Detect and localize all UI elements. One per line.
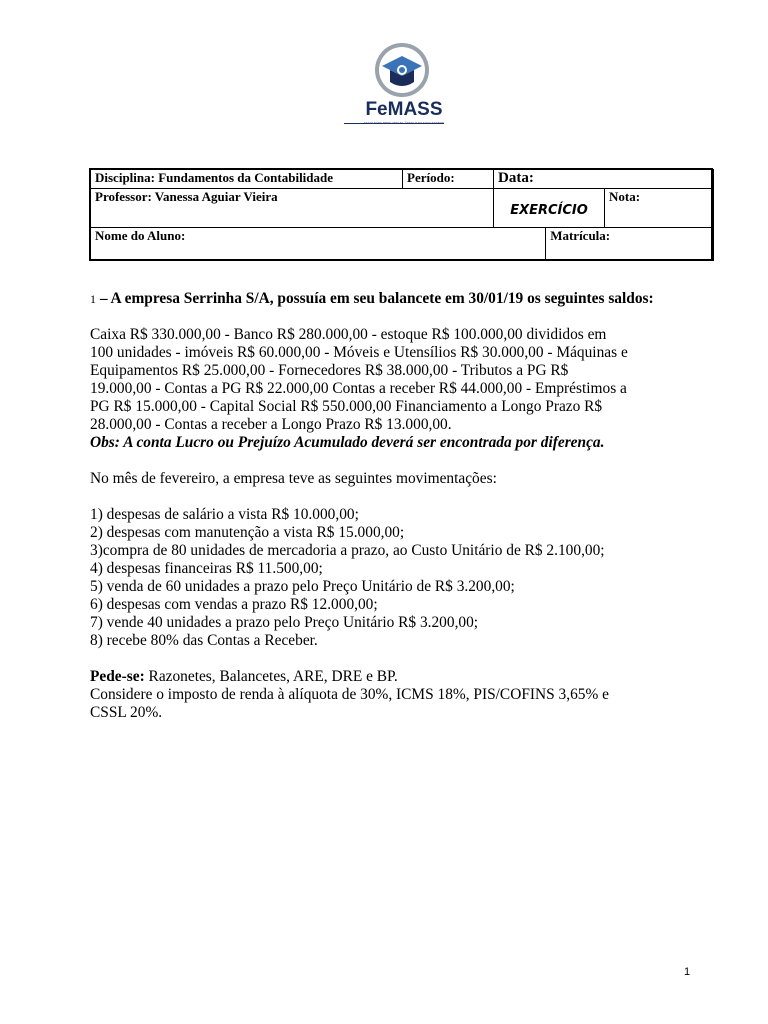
data-label: Data:: [498, 170, 534, 186]
disciplina-label: Disciplina: Fundamentos da Contabilidade: [95, 170, 334, 185]
list-item: 4) despesas financeiras R$ 11.500,00;: [90, 560, 323, 577]
matricula-cell: [546, 228, 714, 261]
page-number: 1: [684, 966, 691, 978]
balances-line: 28.000,00 - Contas a receber a Longo Prazo R$ 13.000,00.: [90, 416, 452, 433]
disciplina-cell: [91, 170, 403, 189]
pede-se-line: [90, 668, 694, 686]
nota-label: Nota:: [609, 189, 641, 204]
exercise-content: [90, 290, 694, 722]
movements-list: [90, 506, 694, 650]
list-item: 5) venda de 60 unidades a prazo pelo Preço Unitário de R$ 3.200,00;: [90, 578, 515, 595]
list-item: 7) vende 40 unidades a prazo pelo Preço Unitário R$ 3.200,00;: [90, 614, 479, 631]
exercicio-label: EXERCÍCIO: [510, 203, 588, 218]
movements-intro: No mês de fevereiro, a empresa teve as seguintes movimentações:: [90, 470, 497, 487]
logo-underline: [344, 123, 444, 124]
data-cell: [494, 170, 714, 189]
femass-emblem: [362, 40, 448, 128]
consider-line: CSSL 20%.: [90, 704, 163, 721]
question-number: 1: [90, 292, 96, 306]
header-table: [90, 169, 714, 261]
balances-line: 100 unidades - imóveis R$ 60.000,00 - Móveis e Utensílios R$ 30.000,00 - Máquinas e: [90, 344, 628, 361]
matricula-label: Matrícula:: [550, 228, 611, 243]
list-item: 8) recebe 80% das Contas a Receber.: [90, 632, 318, 649]
list-item: 6) despesas com vendas a prazo R$ 12.000,00;: [90, 596, 378, 613]
list-item: 1) despesas de salário a vista R$ 10.000,00;: [90, 506, 359, 523]
pede-se-label: Pede-se:: [90, 668, 145, 685]
nome-aluno-label: Nome do Aluno:: [95, 228, 186, 243]
question-title: [90, 290, 694, 308]
balances-paragraph: [90, 326, 694, 434]
nota-cell: [605, 189, 714, 228]
list-item: 3)compra de 80 unidades de mercadoria a prazo, ao Custo Unitário de R$ 2.100,00;: [90, 542, 605, 559]
periodo-label: Período:: [407, 170, 455, 185]
professor-label: Professor: Vanessa Aguiar Vieira: [95, 189, 278, 204]
obs-note: Obs: A conta Lucro ou Prejuízo Acumulado deverá ser encontrada por diferença.: [90, 434, 605, 451]
consider-line: Considere o imposto de renda à alíquota de 30%, ICMS 18%, PIS/COFINS 3,65% e: [90, 686, 609, 703]
exercicio-cell: [494, 189, 605, 228]
femass-logo: [362, 40, 448, 128]
pede-se-text: Razonetes, Balancetes, ARE, DRE e BP.: [144, 668, 398, 685]
periodo-cell: [403, 170, 494, 189]
question-title-text: – A empresa Serrinha S/A, possuía em seu balancete em 30/01/19 os seguintes saldos:: [96, 290, 654, 307]
list-item: 2) despesas com manutenção a vista R$ 15.000,00;: [90, 524, 405, 541]
balances-line: PG R$ 15.000,00 - Capital Social R$ 550.000,00 Financiamento a Longo Prazo R$: [90, 398, 603, 415]
balances-line: 19.000,00 - Contas a PG R$ 22.000,00 Contas a receber R$ 44.000,00 - Empréstimos a: [90, 380, 627, 397]
professor-cell: [91, 189, 494, 228]
balances-line: Caixa R$ 330.000,00 - Banco R$ 280.000,00 - estoque R$ 100.000,00 divididos em: [90, 326, 607, 343]
logo-brand-text: FeMASS: [365, 99, 443, 120]
balances-line: Equipamentos R$ 25.000,00 - Fornecedores R$ 38.000,00 - Tributos a PG R$: [90, 362, 569, 379]
nome-aluno-cell: [91, 228, 546, 261]
